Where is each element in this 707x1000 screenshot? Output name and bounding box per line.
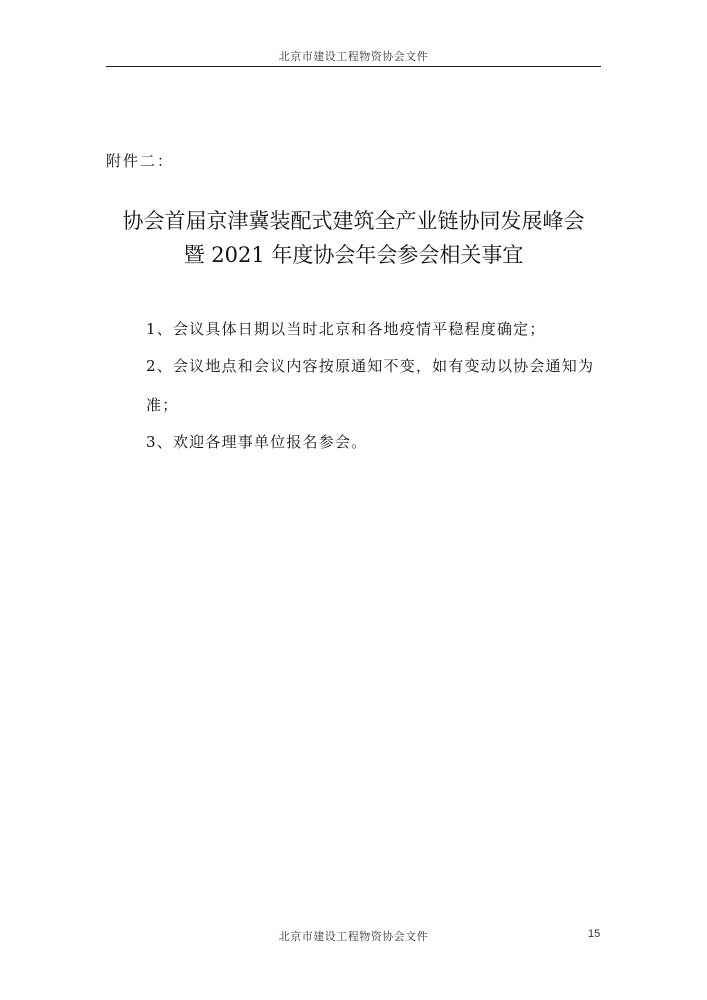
header-rule [106, 66, 601, 67]
list-item-continuation: 准； [146, 396, 179, 414]
attachment-label: 附件二： [106, 152, 175, 170]
page-footer: 北京市建设工程物资协会文件 [278, 930, 429, 943]
document-title [106, 204, 601, 272]
title-line-2: 暨 2021 年度协会年会参会相关事宜 [183, 243, 524, 267]
page-number: 15 [588, 928, 601, 940]
page-header: 北京市建设工程物资协会文件 [278, 50, 429, 63]
title-line-1: 协会首届京津冀装配式建筑全产业链协同发展峰会 [122, 209, 585, 233]
list-item: 1、会议具体日期以当时北京和各地疫情平稳程度确定； [146, 320, 546, 338]
list-item: 3、欢迎各理事单位报名参会。 [146, 433, 368, 451]
list-item: 2、会议地点和会议内容按原通知不变，如有变动以协会通知为 [146, 357, 595, 375]
